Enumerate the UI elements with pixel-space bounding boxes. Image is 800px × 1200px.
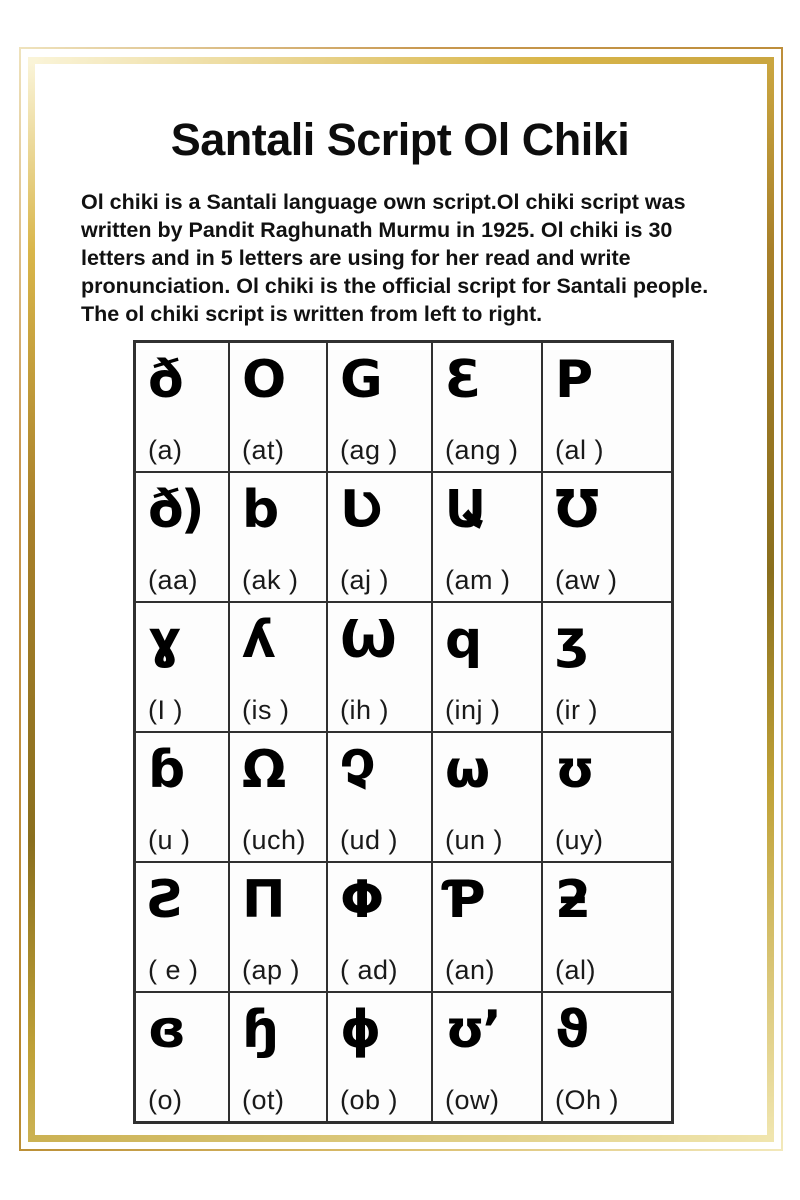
letter-romanization-label-aj: (aj ): [340, 565, 389, 595]
olchiki-letter-glyph-ot: ɧ: [242, 1000, 277, 1060]
olchiki-letter-glyph-oh: ϑ: [555, 1000, 587, 1060]
letter-romanization-label-un: (un ): [445, 825, 504, 855]
letter-romanization-label-aa: (aa): [148, 565, 199, 595]
letter-romanization-label-ag: (ag ): [340, 435, 399, 465]
olchiki-letter-glyph-aj: Ʋ: [340, 480, 380, 540]
letter-romanization-label-at: (at): [242, 435, 285, 465]
letter-romanization-label-e: ( e ): [148, 955, 199, 985]
olchiki-letter-glyph-ud: Չ: [340, 740, 373, 800]
letter-romanization-label-ih: (ih ): [340, 695, 389, 725]
letters-grid: [133, 340, 674, 1124]
letter-romanization-label-ud: (ud ): [340, 825, 399, 855]
letter-romanization-label-a: (a): [148, 435, 183, 465]
letter-cell-ap: [229, 862, 327, 992]
olchiki-letter-glyph-a: ð: [148, 350, 181, 410]
letter-romanization-label-ad: ( ad): [340, 955, 399, 985]
olchiki-letter-glyph-e: Ƨ: [148, 870, 183, 930]
letter-cell-a: [135, 342, 229, 472]
olchiki-letter-glyph-at: O: [242, 350, 284, 410]
letter-romanization-label-al: (al ): [555, 435, 604, 465]
olchiki-letter-glyph-am: Ա: [445, 480, 485, 540]
letter-cell-ih: [327, 602, 432, 732]
letter-cell-aa: [135, 472, 229, 602]
letter-cell-am: [432, 472, 542, 602]
letter-cell-is: [229, 602, 327, 732]
letter-cell-inj: [432, 602, 542, 732]
letter-cell-o: [135, 992, 229, 1122]
letter-romanization-label-ow: (ow): [445, 1085, 500, 1115]
olchiki-letter-glyph-ir: ʒ: [555, 610, 586, 670]
letter-romanization-label-inj: (inj ): [445, 695, 501, 725]
olchiki-letter-glyph-ow: ʊ’: [445, 1000, 499, 1060]
olchiki-letter-glyph-ak: b: [242, 480, 277, 540]
olchiki-letter-glyph-an: Ƥ: [445, 870, 483, 930]
letter-cell-ow: [432, 992, 542, 1122]
olchiki-letter-glyph-ag: G: [340, 350, 380, 410]
olchiki-letter-glyph-ap: Π: [242, 870, 283, 930]
olchiki-letter-glyph-is: ʎ: [242, 610, 273, 670]
description-paragraph: Ol chiki is a Santali language own script.Ol chiki script was written by Pandit Raghunath Murmu in 1925. Ol chiki is 30 letters and in 5 letters are using for her read and write pronunciation. Ol chiki is the official script for Santali people. The ol chiki script is written from left to right.: [81, 189, 709, 326]
letter-romanization-label-uy: (uy): [555, 825, 604, 855]
letter-cell-u: [135, 732, 229, 862]
letter-cell-ir: [542, 602, 672, 732]
letter-romanization-label-ir: (ir ): [555, 695, 598, 725]
letter-cell-ud: [327, 732, 432, 862]
olchiki-letter-glyph-o: ɞ: [148, 1000, 184, 1060]
letter-cell-uch: [229, 732, 327, 862]
olchiki-letter-glyph-un: ω: [445, 740, 488, 800]
olchiki-letter-glyph-i: ɣ: [148, 610, 179, 670]
letter-romanization-label-aw: (aw ): [555, 565, 618, 595]
olchiki-letter-glyph-ob: ɸ: [340, 1000, 379, 1060]
olchiki-letter-glyph-ih: Ѡ: [340, 610, 394, 670]
letter-cell-oh: [542, 992, 672, 1122]
olchiki-letter-glyph-al: P: [555, 350, 591, 410]
letter-cell-aw: [542, 472, 672, 602]
letter-romanization-label-ob: (ob ): [340, 1085, 399, 1115]
letter-cell-an: [432, 862, 542, 992]
letter-romanization-label-ap: (ap ): [242, 955, 301, 985]
letter-cell-ad: [327, 862, 432, 992]
letter-cell-ag: [327, 342, 432, 472]
letter-cell-e: [135, 862, 229, 992]
letter-romanization-label-an: (an): [445, 955, 496, 985]
page-title: Santali Script Ol Chiki: [170, 114, 630, 166]
letter-cell-al2: [542, 862, 672, 992]
olchiki-letter-glyph-uch: Ω: [242, 740, 284, 800]
letter-cell-un: [432, 732, 542, 862]
letter-cell-al: [542, 342, 672, 472]
letter-cell-ak: [229, 472, 327, 602]
letter-cell-ob: [327, 992, 432, 1122]
letter-cell-i: [135, 602, 229, 732]
letter-cell-ang: [432, 342, 542, 472]
letter-romanization-label-ot: (ot): [242, 1085, 285, 1115]
olchiki-letter-glyph-inj: q: [445, 610, 480, 670]
letter-romanization-label-is: (is ): [242, 695, 290, 725]
letter-romanization-label-oh: (Oh ): [555, 1085, 620, 1115]
olchiki-letter-glyph-aw: Ʊ: [555, 480, 597, 540]
olchiki-letter-glyph-al2: ƻ: [555, 870, 589, 930]
olchiki-letter-glyph-aa: ð): [148, 480, 202, 540]
letter-romanization-label-ang: (ang ): [445, 435, 519, 465]
letter-romanization-label-ak: (ak ): [242, 565, 299, 595]
letter-romanization-label-al2: (al): [555, 955, 596, 985]
letter-romanization-label-u: (u ): [148, 825, 191, 855]
letter-romanization-label-uch: (uch): [242, 825, 307, 855]
letter-romanization-label-am: (am ): [445, 565, 511, 595]
olchiki-letter-glyph-uy: ʊ: [555, 740, 593, 800]
olchiki-letter-glyph-ad: Φ: [340, 870, 382, 930]
olchiki-letter-glyph-ang: Ɛ: [445, 350, 479, 410]
letter-cell-at: [229, 342, 327, 472]
letter-cell-aj: [327, 472, 432, 602]
olchiki-letter-glyph-u: ɓ: [148, 740, 183, 800]
letter-romanization-label-o: (o): [148, 1085, 183, 1115]
letter-romanization-label-i: (I ): [148, 695, 183, 725]
letter-cell-uy: [542, 732, 672, 862]
letter-cell-ot: [229, 992, 327, 1122]
